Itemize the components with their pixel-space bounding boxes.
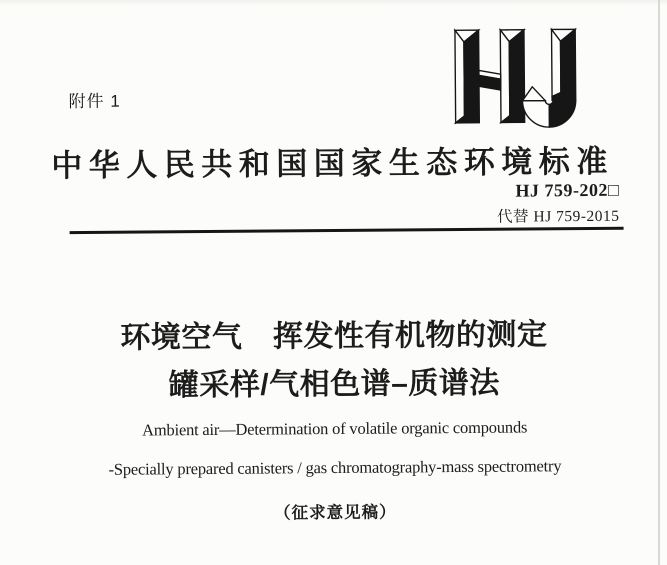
standard-code: HJ 759-202□ bbox=[515, 179, 620, 201]
hj-logo bbox=[449, 23, 588, 135]
scan-edge-right bbox=[658, 0, 660, 565]
scan-edge-top bbox=[0, 0, 667, 5]
org-heading: 中华人民共和国国家生态环境标准 bbox=[51, 143, 614, 184]
draft-status-note: （征求意见稿） bbox=[273, 503, 397, 523]
title-cn-line2: 罐采样/气相色谱–质谱法 bbox=[168, 366, 500, 403]
title-cn-line1: 环境空气 挥发性有机物的测定 bbox=[120, 318, 548, 355]
header-rule bbox=[70, 227, 624, 234]
title-en-line2: -Specially prepared canisters / gas chromatography-mass spectrometry bbox=[108, 456, 562, 479]
title-en-line1: Ambient air—Determination of volatile organic compounds bbox=[142, 417, 528, 440]
hj-logo-graphic bbox=[449, 23, 588, 135]
attachment-label: 附件 1 bbox=[68, 91, 121, 112]
replaces-note: 代替 HJ 759-2015 bbox=[497, 207, 620, 226]
